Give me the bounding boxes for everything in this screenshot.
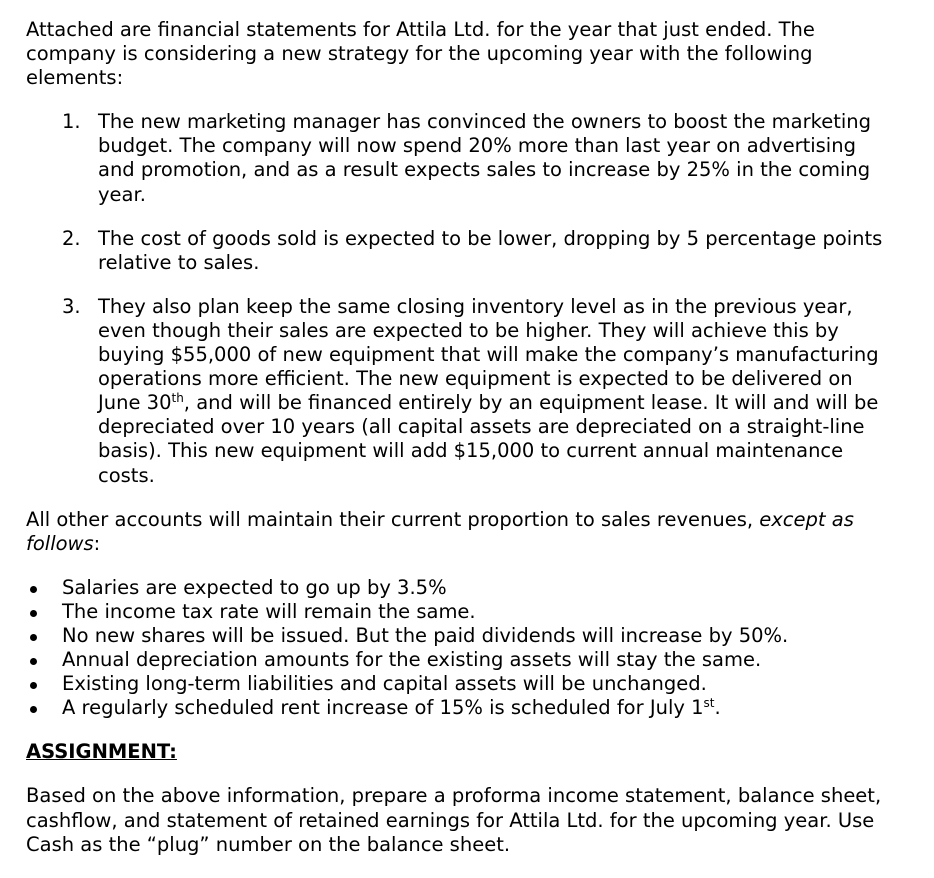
bullet-dot-icon xyxy=(30,658,37,665)
bullet-text: A regularly scheduled rent increase of 15% is scheduled for July 1 xyxy=(62,696,704,720)
list-number: 1. xyxy=(62,110,81,134)
bullet-text: No new shares will be issued. But the paid dividends will increase by 50%. xyxy=(62,623,789,647)
bullet-dot-icon xyxy=(30,610,37,617)
bullet-dot-icon xyxy=(30,706,37,713)
other-accounts-paragraph xyxy=(26,508,896,556)
list-number: 3. xyxy=(62,294,81,318)
assignment-body: Based on the above information, prepare a proforma income statement, balance sheet, cashflow, and statement of retained earnings for Attila Ltd. for the upcoming year. Use Cash as the “plug” number on the balance sheet. xyxy=(26,784,882,856)
bullet-dot-icon xyxy=(30,682,37,689)
bullet-item xyxy=(26,624,906,648)
bullet-text: Existing long-term liabilities and capital assets will be unchanged. xyxy=(62,672,707,696)
bullet-item xyxy=(26,648,906,672)
assignment-heading: ASSIGNMENT: xyxy=(26,740,177,764)
bullet-item xyxy=(26,696,906,720)
superscript: th xyxy=(171,391,184,406)
bullet-text-end: . xyxy=(714,696,721,720)
superscript: st xyxy=(703,696,715,711)
list-item xyxy=(26,110,888,206)
bullet-item xyxy=(26,576,906,600)
bullet-text: The income tax rate will remain the same. xyxy=(62,599,476,623)
bullet-text: Salaries are expected to go up by 3.5% xyxy=(62,575,447,599)
list-item xyxy=(26,227,888,275)
list-item-text: The cost of goods sold is expected to be lower, dropping by 5 percentage points relative to sales. xyxy=(98,226,883,274)
bullet-item xyxy=(26,600,906,624)
list-number: 2. xyxy=(62,226,81,250)
document xyxy=(26,18,906,857)
strategy-list xyxy=(26,110,906,487)
list-item-text-cont: , and will be financed entirely by an equipment lease. It will and will be depreciated over 10 years (all capital assets are depreciated on a straight-line basis). This new equipment will add $15,000 to current annual maintenance costs. xyxy=(98,391,879,487)
bullet-text: Annual depreciation amounts for the existing assets will stay the same. xyxy=(62,648,762,672)
other-accounts-text: All other accounts will maintain their current proportion to sales revenues, xyxy=(26,507,760,531)
list-item-text: They also plan keep the same closing inventory level as in the previous year, even though their sales are expected to be higher. They will achieve this by buying $55,000 of new equipment that will make the company’s manufacturing operations more efficient. The new equipment is expected to be delivered on June 30 xyxy=(98,294,879,415)
bullet-item xyxy=(26,672,906,696)
other-accounts-emphasis: except as follows xyxy=(26,507,854,555)
intro-paragraph: Attached are financial statements for Attila Ltd. for the year that just ended. The company is considering a new strategy for the upcoming year with the following elements: xyxy=(26,18,815,90)
other-accounts-colon: : xyxy=(93,531,101,555)
bullet-dot-icon xyxy=(30,586,37,593)
list-item-text: The new marketing manager has convinced the owners to boost the marketing budget. The company will now spend 20% more than last year on advertising and promotion, and as a result expects sales to increase by 25% in the coming year. xyxy=(98,110,872,206)
assumption-bullets xyxy=(26,576,906,721)
list-item xyxy=(26,295,888,488)
bullet-dot-icon xyxy=(30,634,37,641)
